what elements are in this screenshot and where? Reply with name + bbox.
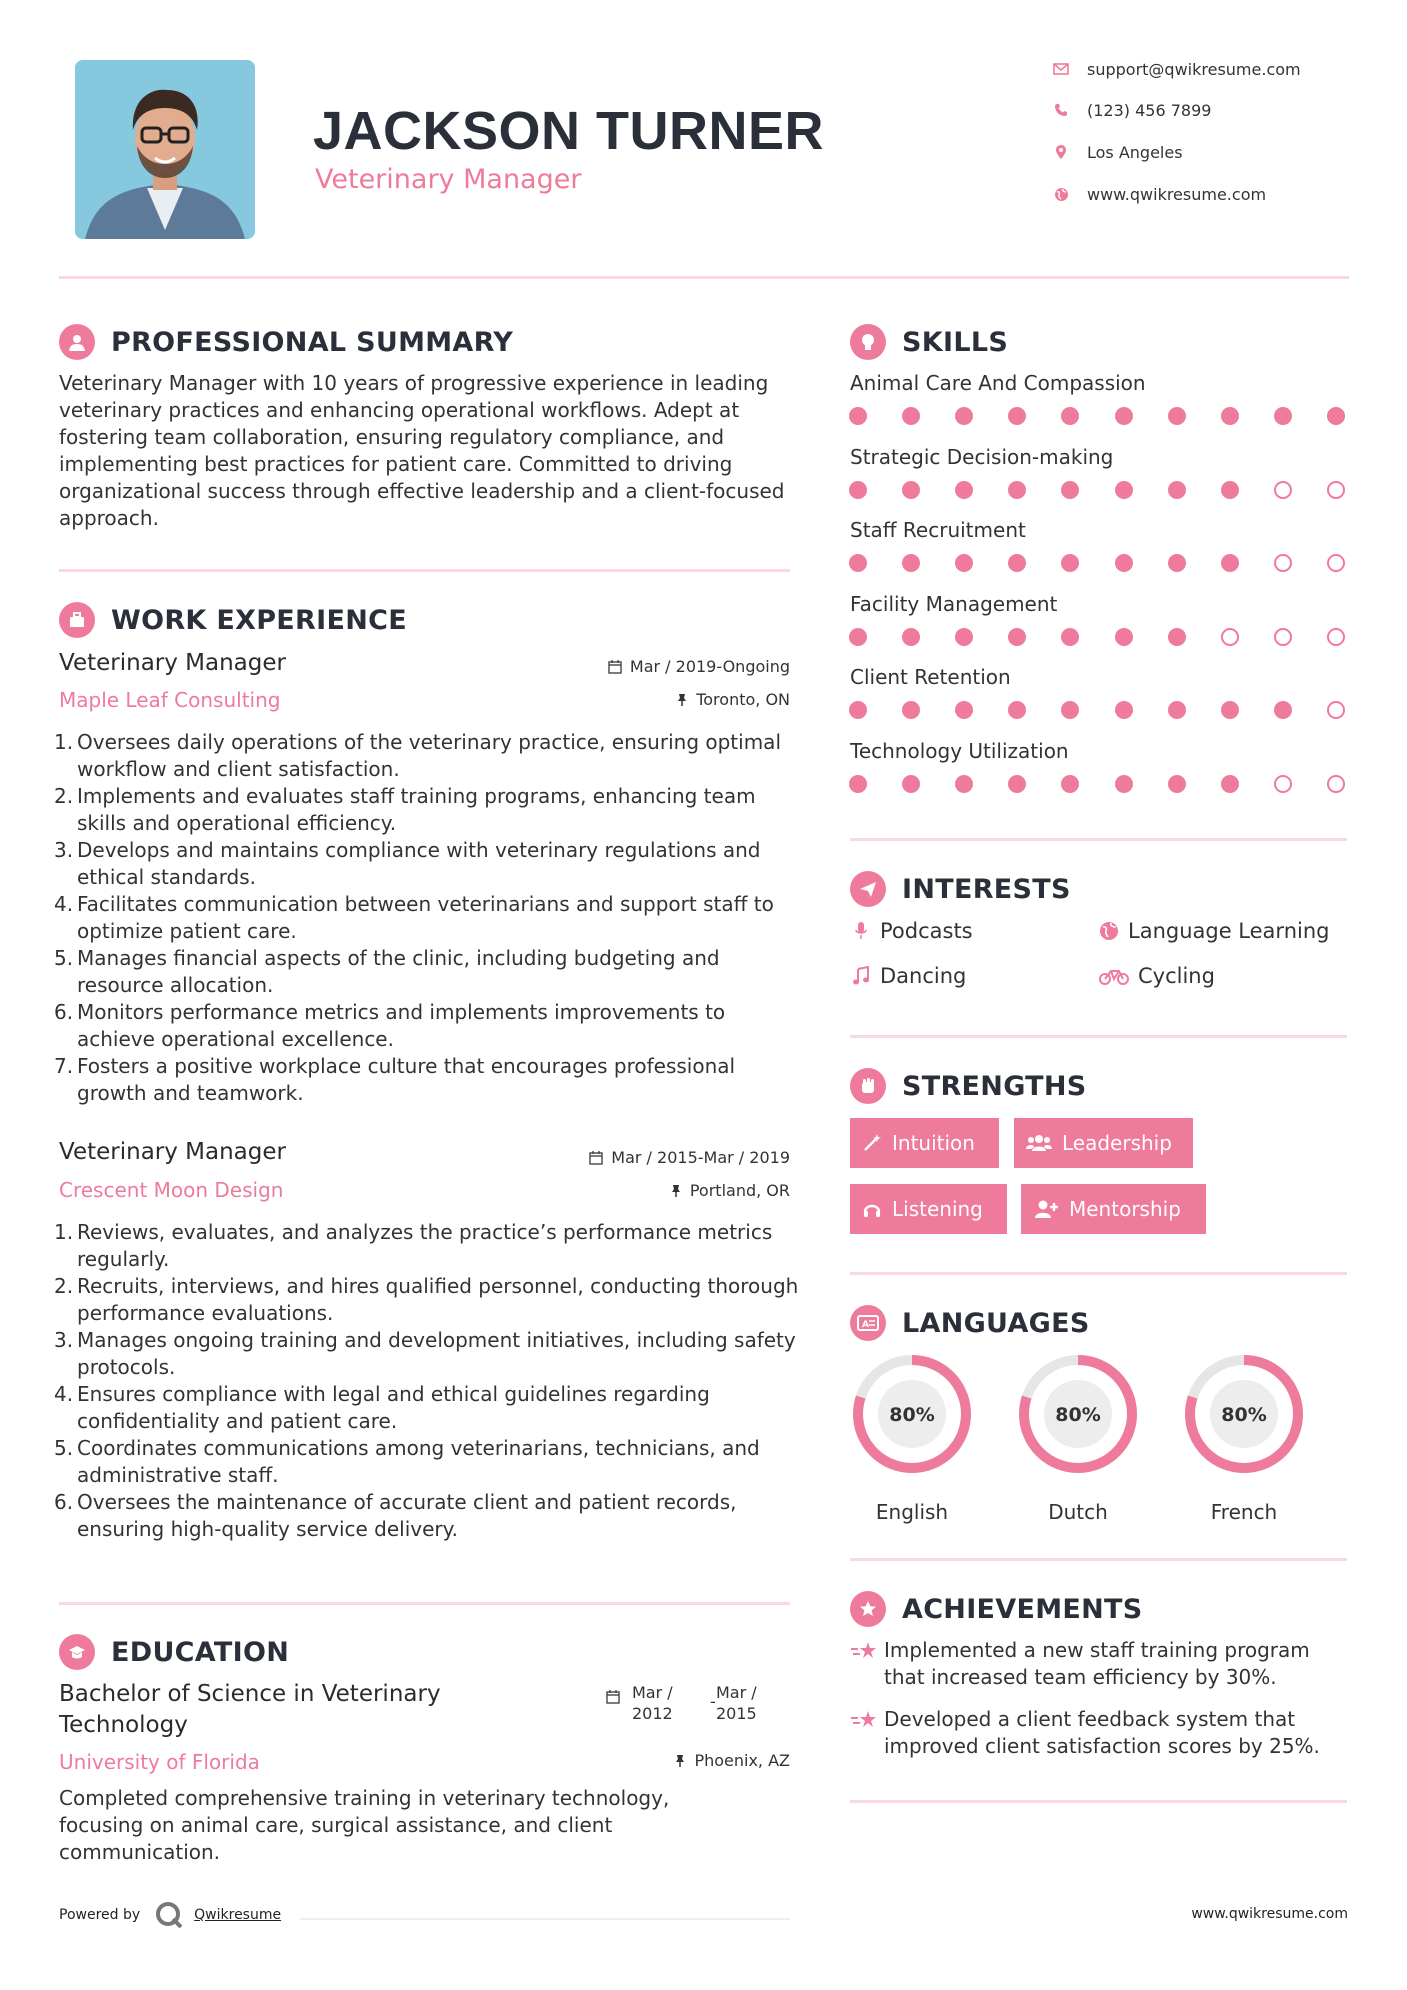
rating-dot-filled [1327, 407, 1345, 425]
rating-dot-filled [1008, 481, 1026, 499]
rating-dot-filled [849, 481, 867, 499]
interest-language-learning [1098, 917, 1329, 945]
calendar-icon [608, 660, 622, 674]
duty-item: 4. Facilitates communication between veterinarians and support staff to optimize patient care. [54, 892, 774, 943]
rating-dot-empty [1327, 481, 1345, 499]
education-end-line-1: Mar / [716, 1683, 757, 1702]
duty-item: 7. Fosters a positive workplace culture that encourages professional growth and teamwork. [54, 1054, 736, 1105]
skill-rating [849, 480, 1345, 500]
fist-icon [850, 1068, 886, 1104]
achievements-title: ACHIEVEMENTS [902, 1593, 1143, 1625]
bicycle-icon [1098, 965, 1130, 987]
rating-dot-filled [849, 554, 867, 572]
music-note-icon [850, 965, 872, 987]
achievement-item [850, 1637, 1350, 1691]
rating-dot-filled [1115, 628, 1133, 646]
summary-title: PROFESSIONAL SUMMARY [111, 326, 514, 358]
job-2-dates-text: Mar / 2015-Mar / 2019 [611, 1148, 790, 1167]
interest-dancing [850, 962, 966, 990]
job-1-dates-text: Mar / 2019-Ongoing [629, 657, 790, 676]
rating-dot-empty [1274, 628, 1292, 646]
rating-dot-filled [1274, 407, 1292, 425]
rating-dot-filled [1008, 701, 1026, 719]
interest-podcasts [850, 917, 973, 945]
strengths-title: STRENGTHS [902, 1070, 1087, 1102]
interest-cycling [1098, 962, 1215, 990]
education-heading [59, 1633, 289, 1671]
rating-dot-filled [849, 407, 867, 425]
rating-dot-filled [1061, 554, 1079, 572]
rating-dot-filled [1061, 628, 1079, 646]
rating-dot-filled [1221, 701, 1239, 719]
skill-label: Staff Recruitment [850, 518, 1026, 542]
rating-dot-empty [1327, 701, 1345, 719]
education-degree-line-2: Technology [59, 1712, 188, 1738]
rating-dot-empty [1274, 554, 1292, 572]
rating-dot-filled [902, 628, 920, 646]
footer-url[interactable]: www.qwikresume.com [1191, 1906, 1348, 1922]
education-title: EDUCATION [111, 1636, 290, 1668]
job-1-location-text: Toronto, ON [696, 690, 790, 709]
language-name: French [1210, 1500, 1278, 1524]
skill-label: Strategic Decision-making [850, 445, 1114, 469]
job-1-dates [490, 657, 790, 676]
skills-divider [850, 838, 1347, 841]
rating-dot-filled [1008, 407, 1026, 425]
profile-photo [75, 60, 255, 239]
shooting-star-icon [850, 1706, 884, 1760]
pushpin-icon [674, 1754, 686, 1768]
skill-label: Animal Care And Compassion [850, 371, 1146, 395]
interest-label: Language Learning [1128, 919, 1330, 943]
rating-dot-filled [955, 481, 973, 499]
strength-label: Leadership [1062, 1131, 1172, 1155]
interests-title: INTERESTS [902, 873, 1071, 905]
duty-item: 3. Manages ongoing training and development initiatives, including safety protocols. [54, 1328, 796, 1379]
duty-item: 2. Implements and evaluates staff training programs, enhancing team skills and operational efficiency. [54, 784, 756, 835]
skills-heading [850, 323, 1008, 361]
shooting-star-icon [850, 1637, 884, 1691]
rating-dot-filled [1115, 554, 1133, 572]
contact-location-text: Los Angeles [1087, 142, 1183, 162]
rating-dot-empty [1274, 775, 1292, 793]
rating-dot-filled [1168, 775, 1186, 793]
rating-dot-filled [1168, 407, 1186, 425]
rating-dot-filled [1115, 775, 1133, 793]
rating-dot-filled [1061, 701, 1079, 719]
rating-dot-filled [955, 701, 973, 719]
rating-dot-filled [1221, 554, 1239, 572]
contact-location [1050, 140, 1350, 164]
rating-dot-filled [1221, 481, 1239, 499]
duty-item: 6. Monitors performance metrics and implements improvements to achieve operational excellence. [54, 1000, 726, 1051]
duty-item: 1. Oversees daily operations of the veterinary practice, ensuring optimal workflow and client satisfaction. [54, 730, 781, 781]
language-percent: 80% [889, 1404, 935, 1426]
users-icon [1026, 1133, 1052, 1153]
headphones-icon [862, 1199, 882, 1219]
calendar-icon [589, 1151, 603, 1165]
languages-divider [850, 1558, 1347, 1561]
contact-email-text: support@qwikresume.com [1087, 59, 1301, 79]
duty-item: 6. Oversees the maintenance of accurate client and patient records, ensuring high-quality service delivery. [54, 1490, 737, 1541]
education-start-date [632, 1682, 673, 1724]
job-1-company: Maple Leaf Consulting [59, 688, 281, 712]
powered-by-label: Powered by [59, 1907, 141, 1923]
interests-heading [850, 870, 1071, 908]
strengths-divider [850, 1272, 1347, 1275]
interest-label: Cycling [1138, 964, 1215, 988]
skill-rating [849, 553, 1345, 573]
magic-wand-icon [862, 1133, 882, 1153]
rating-dot-filled [955, 628, 973, 646]
skill-rating [849, 774, 1345, 794]
rating-dot-filled [1061, 407, 1079, 425]
rating-dot-filled [849, 775, 867, 793]
education-location-text: Phoenix, AZ [694, 1751, 790, 1770]
duty-item: 5. Coordinates communications among veterinarians, technicians, and administrative staff. [54, 1436, 760, 1487]
achievement-text: Developed a client feedback system that improved client satisfaction scores by 25%. [884, 1707, 1320, 1758]
job-2-location-text: Portland, OR [689, 1181, 790, 1200]
user-icon [59, 324, 95, 360]
education-description: Completed comprehensive training in veterinary technology, focusing on animal care, surgical assistance, and client communication. [59, 1786, 670, 1864]
job-2-location [490, 1181, 790, 1200]
strengths-heading [850, 1067, 1087, 1105]
skill-label: Technology Utilization [850, 739, 1069, 763]
powered-by-link[interactable]: Qwikresume [194, 1907, 282, 1923]
rating-dot-filled [1274, 701, 1292, 719]
microphone-icon [850, 920, 872, 942]
duty-item: 5. Manages financial aspects of the clinic, including budgeting and resource allocation. [54, 946, 720, 997]
summary-text: Veterinary Manager with 10 years of progressive experience in leading veterinary practices and enhancing operational workflows. Adept at fostering team collaboration, ensuring regulatory compliance, and implementing best practices for patient care. Committed to driving organizational success through effective leadership and a client-focused approach. [59, 371, 785, 530]
header-divider [59, 276, 1349, 279]
experience-divider [59, 1602, 790, 1605]
rating-dot-filled [849, 628, 867, 646]
rating-dot-empty [1327, 554, 1345, 572]
rating-dot-filled [1008, 775, 1026, 793]
strength-listening [850, 1184, 1007, 1234]
rating-dot-empty [1327, 775, 1345, 793]
rating-dot-filled [1221, 775, 1239, 793]
rating-dot-filled [1061, 481, 1079, 499]
education-start-line-2: 2012 [632, 1704, 673, 1723]
language-percent: 80% [1221, 1404, 1267, 1426]
strength-leadership [1014, 1118, 1193, 1168]
job-2-title: Veterinary Manager [59, 1139, 286, 1165]
language-item [1016, 1352, 1140, 1524]
contact-phone-text: (123) 456 7899 [1087, 100, 1212, 120]
rating-dot-filled [955, 554, 973, 572]
duty-item: 4. Ensures compliance with legal and ethical guidelines regarding confidentiality and patient care. [54, 1382, 710, 1433]
skill-label: Facility Management [850, 592, 1058, 616]
skill-label: Client Retention [850, 665, 1011, 689]
rating-dot-filled [1115, 701, 1133, 719]
profile-photo-image [75, 60, 255, 239]
summary-heading [59, 323, 513, 361]
interests-divider [850, 1035, 1347, 1038]
education-date-separator: - [710, 1692, 716, 1711]
email-icon [1050, 60, 1072, 78]
languages-title: LANGUAGES [902, 1307, 1090, 1339]
rating-dot-filled [1008, 628, 1026, 646]
languages-heading [850, 1304, 1090, 1342]
language-name: Dutch [1048, 1500, 1108, 1524]
education-end-date [716, 1682, 757, 1724]
duty-item: 3. Develops and maintains compliance with veterinary regulations and ethical standards. [54, 838, 761, 889]
rating-dot-filled [902, 775, 920, 793]
rating-dot-filled [1115, 407, 1133, 425]
strength-label: Listening [892, 1197, 983, 1221]
contact-phone[interactable] [1050, 98, 1350, 122]
language-item [850, 1352, 974, 1524]
rating-dot-filled [902, 701, 920, 719]
rating-dot-empty [1221, 628, 1239, 646]
candidate-name: JACKSON TURNER [313, 101, 825, 161]
education-school: University of Florida [59, 1750, 260, 1774]
duty-item: 2. Recruits, interviews, and hires qualified personnel, conducting thorough performance evaluations. [54, 1274, 799, 1325]
job-1-title: Veterinary Manager [59, 650, 286, 676]
rating-dot-filled [902, 554, 920, 572]
user-plus-icon [1033, 1199, 1059, 1219]
rating-dot-filled [1115, 481, 1133, 499]
strength-label: Intuition [892, 1131, 975, 1155]
skill-rating [849, 406, 1345, 426]
footer-line [300, 1918, 790, 1920]
job-1-location [490, 690, 790, 709]
strength-label: Mentorship [1069, 1197, 1181, 1221]
globe-icon [1050, 185, 1072, 203]
contact-website[interactable] [1050, 182, 1350, 206]
language-progress-ring [1182, 1352, 1306, 1476]
language-progress-ring [1016, 1352, 1140, 1476]
contact-email[interactable] [1050, 57, 1350, 81]
job-1-duties [54, 729, 799, 1107]
paper-plane-icon [850, 871, 886, 907]
calendar-icon [606, 1689, 620, 1708]
rating-dot-filled [1168, 554, 1186, 572]
achievements-heading [850, 1590, 1143, 1628]
language-progress-ring [850, 1352, 974, 1476]
job-2-duties [54, 1219, 799, 1543]
job-2-company: Crescent Moon Design [59, 1178, 284, 1202]
education-degree-line-1: Bachelor of Science in Veterinary [59, 1681, 441, 1707]
achievements-divider [850, 1800, 1347, 1803]
rating-dot-filled [1168, 481, 1186, 499]
translate-icon [850, 1305, 886, 1341]
rating-dot-filled [902, 481, 920, 499]
rating-dot-empty [1327, 628, 1345, 646]
interest-label: Podcasts [880, 919, 973, 943]
briefcase-icon [59, 602, 95, 638]
education-location [490, 1751, 790, 1770]
experience-title: WORK EXPERIENCE [111, 604, 407, 636]
rating-dot-filled [1221, 407, 1239, 425]
rating-dot-filled [1061, 775, 1079, 793]
svg-text:A: A [862, 1320, 869, 1330]
powered-by [59, 1900, 281, 1930]
education-start-line-1: Mar / [632, 1683, 673, 1702]
language-percent: 80% [1055, 1404, 1101, 1426]
pushpin-icon [670, 1184, 682, 1198]
strength-mentorship [1021, 1184, 1206, 1234]
achievement-text: Implemented a new staff training program that increased team efficiency by 30%. [884, 1638, 1310, 1689]
rating-dot-filled [902, 407, 920, 425]
achievement-item [850, 1706, 1350, 1760]
qwikresume-logo-icon [154, 1900, 184, 1930]
rating-dot-filled [955, 775, 973, 793]
phone-icon [1050, 101, 1072, 119]
rating-dot-filled [1168, 701, 1186, 719]
language-name: English [875, 1500, 949, 1524]
interest-label: Dancing [880, 964, 967, 988]
contact-website-text: www.qwikresume.com [1087, 184, 1267, 204]
skill-rating [849, 627, 1345, 647]
lightbulb-icon [850, 324, 886, 360]
summary-divider [59, 569, 790, 572]
job-2-dates [490, 1148, 790, 1167]
duty-item: 1. Reviews, evaluates, and analyzes the practice’s performance metrics regularly. [54, 1220, 773, 1271]
experience-heading [59, 601, 407, 639]
rating-dot-empty [1274, 481, 1292, 499]
language-item [1182, 1352, 1306, 1524]
graduation-icon [59, 1634, 95, 1670]
pushpin-icon [676, 693, 688, 707]
rating-dot-filled [849, 701, 867, 719]
skills-title: SKILLS [902, 326, 1009, 358]
strength-intuition [850, 1118, 999, 1168]
star-badge-icon [850, 1591, 886, 1627]
rating-dot-filled [1008, 554, 1026, 572]
location-pin-icon [1050, 143, 1072, 161]
globe-icon [1098, 920, 1120, 942]
education-end-line-2: 2015 [716, 1704, 757, 1723]
rating-dot-filled [1168, 628, 1186, 646]
skill-rating [849, 700, 1345, 720]
rating-dot-filled [955, 407, 973, 425]
candidate-role: Veterinary Manager [315, 164, 582, 195]
